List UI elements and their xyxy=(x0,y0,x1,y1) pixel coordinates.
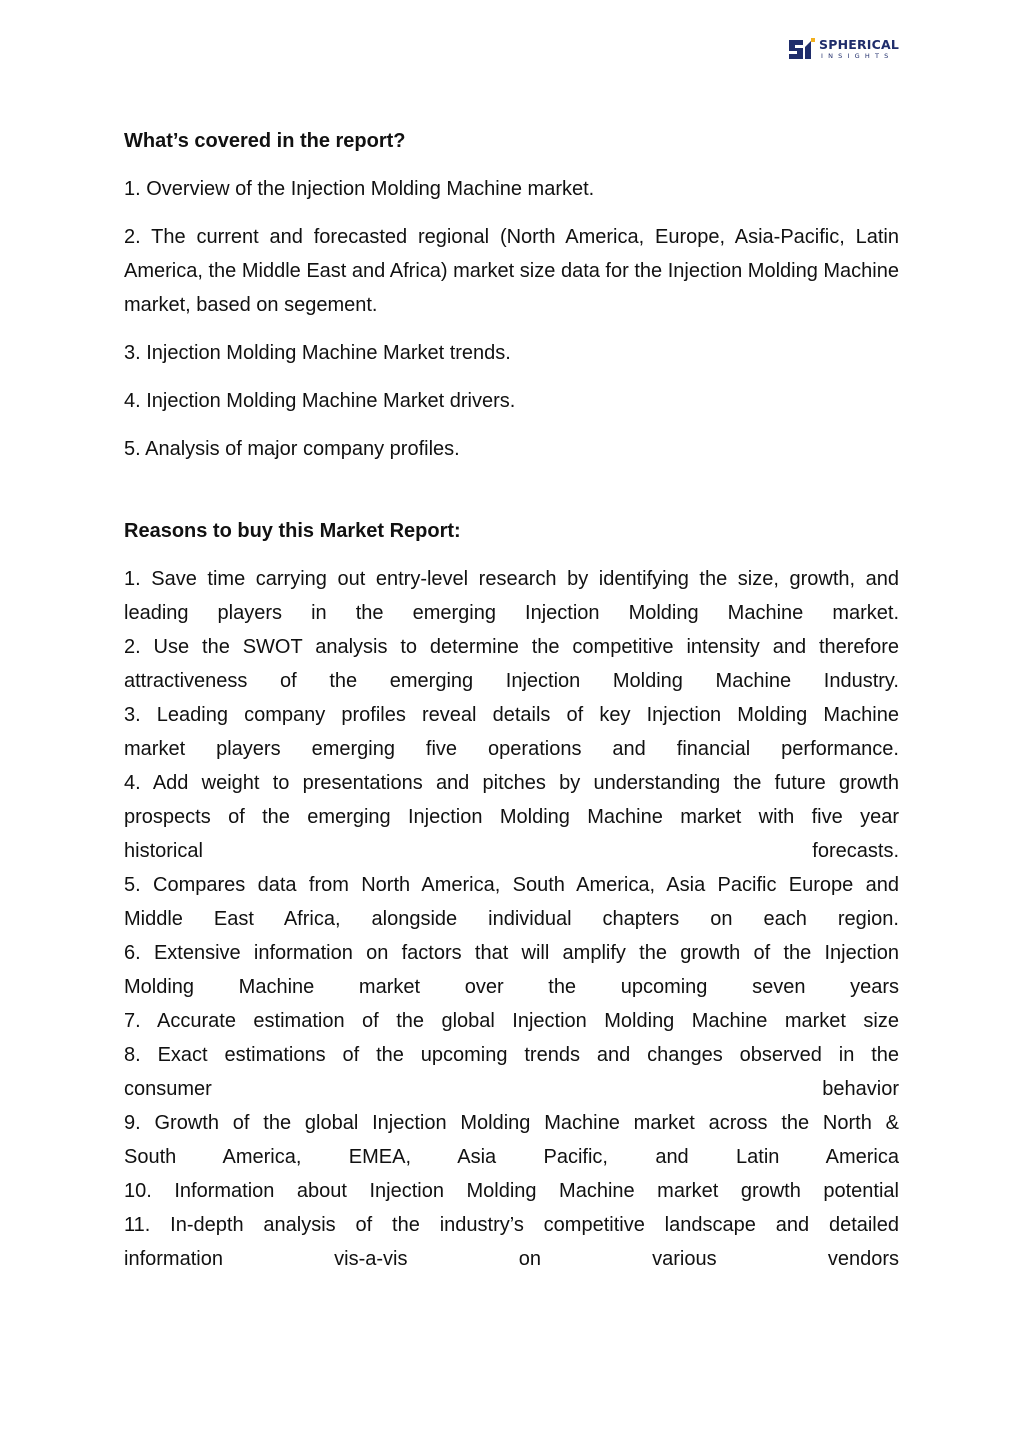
reasons-line: 9. Growth of the global Injection Molding Machine market across the North & xyxy=(124,1112,899,1134)
reasons-heading: Reasons to buy this Market Report: xyxy=(124,520,461,542)
reasons-line: information vis-a-vis on various vendors xyxy=(124,1248,899,1270)
reasons-list xyxy=(124,562,899,1276)
reasons-line: 1. Save time carrying out entry-level research by identifying the size, growth, and xyxy=(124,568,899,590)
reasons-line: 11. In-depth analysis of the industry’s competitive landscape and detailed xyxy=(124,1214,899,1236)
company-logo xyxy=(789,37,899,61)
reasons-line: market players emerging five operations and financial performance. xyxy=(124,738,899,760)
reasons-line: prospects of the emerging Injection Molding Machine market with five year xyxy=(124,806,899,828)
reasons-line: consumer behavior xyxy=(124,1078,899,1100)
reasons-line: 3. Leading company profiles reveal details of key Injection Molding Machine xyxy=(124,704,899,726)
spherical-insights-logo-icon xyxy=(789,37,815,61)
covered-item: 4. Injection Molding Machine Market drivers. xyxy=(124,390,516,412)
reasons-line: South America, EMEA, Asia Pacific, and Latin America xyxy=(124,1146,899,1168)
logo-name: SPHERICAL xyxy=(819,36,900,52)
logo-text xyxy=(819,36,900,60)
reasons-line: leading players in the emerging Injection Molding Machine market. xyxy=(124,602,899,624)
reasons-line: attractiveness of the emerging Injection Molding Machine Industry. xyxy=(124,670,899,692)
reasons-line: historical forecasts. xyxy=(124,840,899,862)
reasons-line: 10. Information about Injection Molding Machine market growth potential xyxy=(124,1180,899,1202)
covered-item: 2. The current and forecasted regional (North America, Europe, Asia-Pacific, Latin America, the Middle East and Africa) market size data for the Injection Molding Machine market, based on segement. xyxy=(124,226,899,316)
section-spacer xyxy=(124,466,899,514)
reasons-line: 2. Use the SWOT analysis to determine the competitive intensity and therefore xyxy=(124,636,899,658)
reasons-line: 5. Compares data from North America, South America, Asia Pacific Europe and xyxy=(124,874,899,896)
reasons-line: 4. Add weight to presentations and pitches by understanding the future growth xyxy=(124,772,899,794)
reasons-line: 6. Extensive information on factors that will amplify the growth of the Injection xyxy=(124,942,899,964)
reasons-line: Molding Machine market over the upcoming seven years xyxy=(124,976,899,998)
reasons-line: Middle East Africa, alongside individual chapters on each region. xyxy=(124,908,899,930)
reasons-line: 8. Exact estimations of the upcoming trends and changes observed in the xyxy=(124,1044,899,1066)
covered-heading: What’s covered in the report? xyxy=(124,130,406,152)
reasons-line: 7. Accurate estimation of the global Injection Molding Machine market size xyxy=(124,1010,899,1032)
logo-subtitle: INSIGHTS xyxy=(821,52,894,60)
document-body xyxy=(124,124,899,1276)
covered-item: 5. Analysis of major company profiles. xyxy=(124,438,460,460)
covered-item: 1. Overview of the Injection Molding Machine market. xyxy=(124,178,595,200)
covered-item: 3. Injection Molding Machine Market trends. xyxy=(124,342,511,364)
